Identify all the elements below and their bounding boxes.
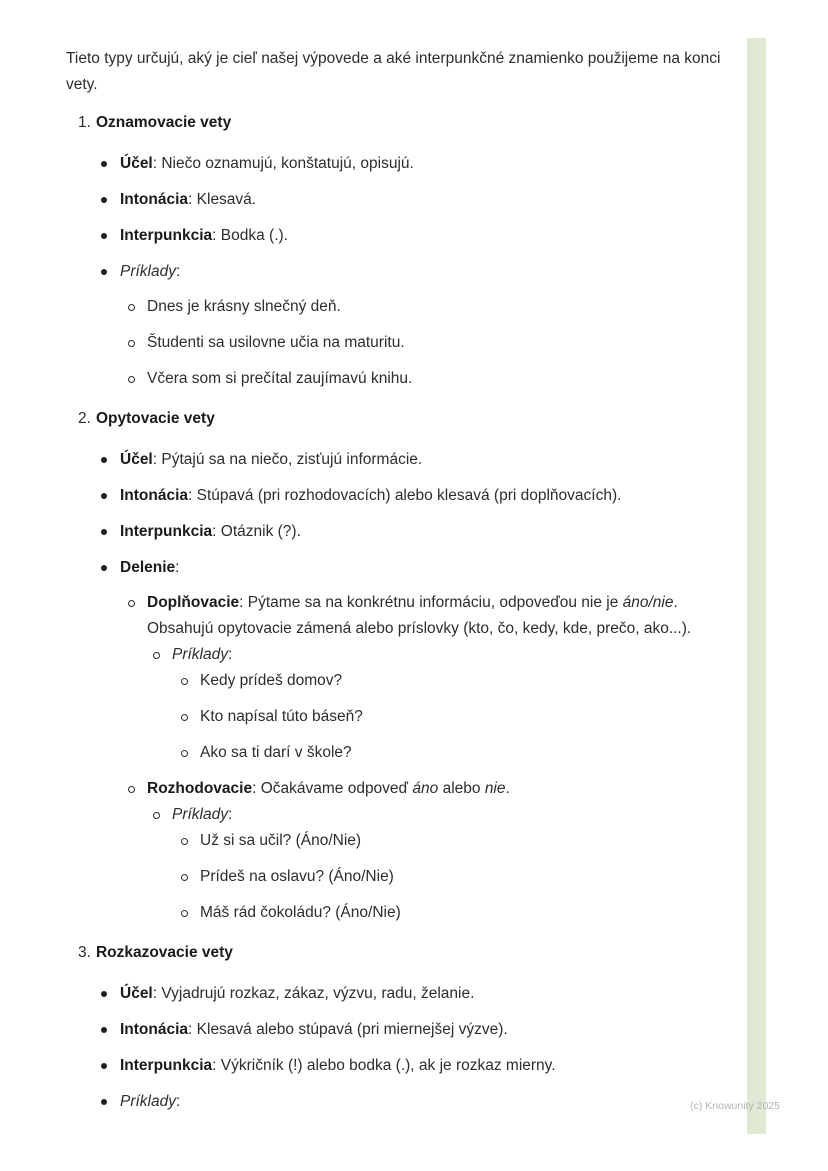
bullet-label: Účel [120, 985, 153, 1002]
sentence-type-list [66, 110, 744, 1115]
bullet-label: Interpunkcia [120, 523, 213, 540]
example-item: Kedy prídeš domov? [180, 668, 744, 694]
bullet-text: : Klesavá. [188, 191, 257, 208]
list-item [100, 187, 744, 213]
example-item: Včera som si prečítal zaujímavú knihu. [127, 366, 744, 392]
list-item [100, 1053, 744, 1079]
sub-type-list [120, 590, 744, 926]
example-list [120, 294, 744, 392]
list-item [127, 590, 744, 766]
list-item [66, 406, 744, 926]
bullet-label: Účel [120, 451, 153, 468]
section-title: Rozkazovacie vety [95, 944, 233, 961]
example-list [172, 668, 744, 766]
example-item: Dnes je krásny slnečný deň. [127, 294, 744, 320]
bullet-label: Príklady [172, 646, 228, 663]
bullet-text: : Stúpavá (pri rozhodovacích) alebo klesavá (pri doplňovacích). [188, 487, 622, 504]
section-number: 1. [78, 114, 91, 131]
bullet-label: Intonácia [120, 487, 189, 504]
example-item: Prídeš na oslavu? (Áno/Nie) [180, 864, 744, 890]
section-number: 3. [78, 944, 91, 961]
green-accent-bar [747, 38, 766, 1134]
list-item [100, 151, 744, 177]
section-heading [78, 406, 744, 432]
bullet-text: : [176, 1093, 181, 1110]
example-item: Už si sa učil? (Áno/Nie) [180, 828, 744, 854]
list-item [152, 802, 744, 926]
bullet-list [66, 447, 744, 926]
bullet-list [66, 151, 744, 392]
list-item [100, 555, 744, 926]
bullet-text: : [175, 559, 180, 576]
bullet-text: : Pýtajú sa na niečo, zisťujú informácie. [152, 451, 423, 468]
priklady-list [147, 642, 744, 766]
bullet-text: : Otáznik (?). [212, 523, 301, 540]
sub-type-text: alebo [438, 780, 485, 797]
section-number: 2. [78, 410, 91, 427]
list-item [127, 776, 744, 926]
section-heading [78, 940, 744, 966]
bullet-label: Príklady [172, 806, 228, 823]
sub-type-text: . Obsahujú opytovacie zámená alebo príslovky (kto, čo, kedy, kde, prečo, ako...). [147, 594, 692, 637]
list-item [100, 519, 744, 545]
bullet-text: : [228, 806, 233, 823]
priklady-list [147, 802, 744, 926]
list-item [100, 483, 744, 509]
watermark: (c) Knowunity 2025 [690, 1100, 780, 1112]
bullet-text: : Vyjadrujú rozkaz, zákaz, výzvu, radu, želanie. [152, 985, 475, 1002]
sub-type-label: Rozhodovacie [147, 780, 253, 797]
bullet-label: Príklady [120, 263, 176, 280]
sub-type-text-italic: áno [412, 780, 439, 797]
bullet-label: Interpunkcia [120, 1057, 213, 1074]
sub-type-text-italic: áno/nie [622, 594, 674, 611]
sub-type-text: : Pýtame sa na konkrétnu informáciu, odpoveďou nie je [239, 594, 623, 611]
bullet-list [66, 981, 744, 1115]
bullet-label: Príklady [120, 1093, 176, 1110]
example-item: Máš rád čokoládu? (Áno/Nie) [180, 900, 744, 926]
intro-paragraph: Tieto typy určujú, aký je cieľ našej výpovede a aké interpunkčné znamienko použijeme na konci vety. [66, 50, 721, 93]
section-title: Opytovacie vety [95, 410, 215, 427]
bullet-text: : [176, 263, 181, 280]
example-item: Ako sa ti darí v škole? [180, 740, 744, 766]
bullet-text: : Niečo oznamujú, konštatujú, opisujú. [152, 155, 414, 172]
example-item: Študenti sa usilovne učia na maturitu. [127, 330, 744, 356]
bullet-text: : Klesavá alebo stúpavá (pri miernejšej výzve). [188, 1021, 508, 1038]
list-item [66, 110, 744, 392]
list-item [100, 223, 744, 249]
list-item [66, 940, 744, 1115]
example-list [172, 828, 744, 926]
bullet-text: : Bodka (.). [212, 227, 288, 244]
bullet-label: Interpunkcia [120, 227, 213, 244]
bullet-label: Intonácia [120, 1021, 189, 1038]
sub-type-text: . [505, 780, 510, 797]
list-item [152, 642, 744, 766]
example-item: Kto napísal túto báseň? [180, 704, 744, 730]
bullet-text: : Výkričník (!) alebo bodka (.), ak je rozkaz mierny. [212, 1057, 556, 1074]
document-content [66, 46, 744, 1129]
bullet-label: Intonácia [120, 191, 189, 208]
bullet-text: : [228, 646, 233, 663]
list-item [100, 447, 744, 473]
list-item [100, 259, 744, 392]
bullet-label: Účel [120, 155, 153, 172]
sub-type-label: Doplňovacie [147, 594, 240, 611]
list-item [100, 981, 744, 1007]
sub-type-text-italic: nie [484, 780, 506, 797]
section-title: Oznamovacie vety [95, 114, 232, 131]
section-heading [78, 110, 744, 136]
bullet-label: Delenie [120, 559, 176, 576]
list-item [100, 1017, 744, 1043]
sub-type-text: : Očakávame odpoveď [252, 780, 413, 797]
